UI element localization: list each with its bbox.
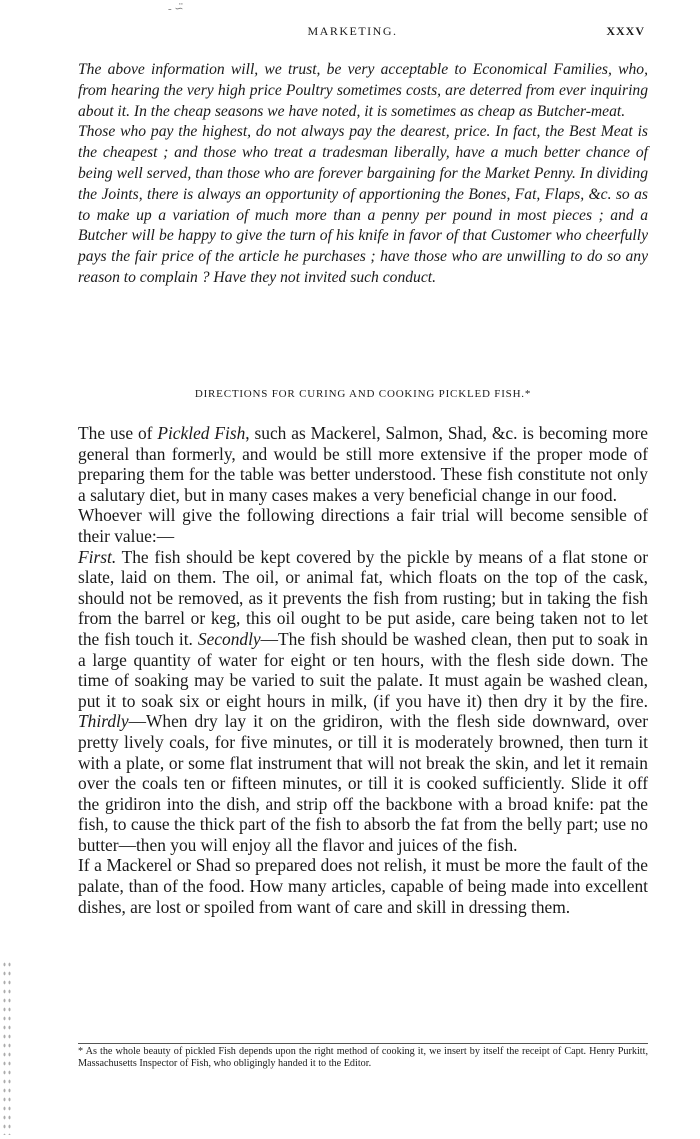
- step-second-text: —The fish should be washed clean, then put to soak in a large quantity of water for eight or ten hours, with the flesh side down. The time of soaking may be varied to suit the palate. It must again be washed clean, put it to soak six or eight hours in milk, (if you have it) then dry it by the fire.: [78, 628, 648, 711]
- footnote: * As the whole beauty of pickled Fish depends upon the right method of cooking it, we insert by itself the receipt of Capt. Henry Purkitt, Massachusetts Inspector of Fish, who obligingly handed it to the Editor.: [78, 1046, 648, 1070]
- first-emphasis: First.: [78, 546, 117, 567]
- intro-italic-block: [78, 60, 648, 289]
- scan-margin-speckle: [2, 960, 12, 1135]
- intro-paragraph-1: The above information will, we trust, be very acceptable to Economical Families, who, from hearing the very high price Poultry sometimes costs, are deterred from ever inquiring about it. In the cheap seasons we have noted, it is sometimes as cheap as Butcher-meat.: [78, 61, 648, 120]
- step-first-text: The fish should be kept covered by the pickle by means of a flat stone or slate, laid on them. The oil, or animal fat, which floats on the top of the cask, should not be removed, as it prevents the fish from rusting; but in taking the fish from the barrel or keg, this oil ought to be put aside, care being taken not to let the fish touch it.: [78, 546, 648, 649]
- section-body: [78, 423, 648, 917]
- body-paragraph-3: [78, 547, 648, 856]
- footnote-divider: [78, 1043, 648, 1044]
- body-paragraph-1: [78, 423, 648, 505]
- running-title: MARKETING.: [307, 24, 398, 38]
- body-paragraph-1-rest: , such as Mackerel, Salmon, Shad, &c. is becoming more general than formerly, and would be still more extensive if the proper mode of preparing them for the table was better understood. These fish constitute not only a salutary diet, but in many cases makes a very beneficial change in our food.: [78, 423, 649, 505]
- printer-stray-mark: - ∽̈: [168, 3, 184, 15]
- running-header: [60, 24, 645, 44]
- thirdly-emphasis: Thirdly: [78, 711, 129, 732]
- pickled-fish-emphasis: Pickled Fish: [157, 423, 246, 443]
- body-paragraph-1-start: The use of: [78, 423, 158, 443]
- secondly-emphasis: Secondly: [197, 628, 261, 649]
- body-paragraph-2: Whoever will give the following directions a fair trial will become sensible of their value:—: [78, 505, 648, 546]
- section-heading: DIRECTIONS FOR CURING AND COOKING PICKLED FISH.*: [194, 388, 532, 400]
- intro-paragraph-2: Those who pay the highest, do not always pay the dearest, price. In fact, the Best Meat is the cheapest ; and those who treat a tradesman liberally, have a much better chance of being well served, than those who are forever bargaining for the Market Penny. In dividing the Joints, there is always an opportunity of apportioning the Bones, Fat, Flaps, &c. so as to make up a variation of much more than a penny per pound in most pieces ; and a Butcher will be happy to give the turn of his knife in favor of that Customer who cheerfully pays the fair price of the article he purchases ; have those who are unwilling to do so any reason to complain ? Have they not invited such conduct.: [78, 123, 648, 286]
- page-number: XXXV: [606, 24, 645, 38]
- body-paragraph-4: If a Mackerel or Shad so prepared does not relish, it must be more the fault of the palate, than of the food. How many articles, capable of being made into excellent dishes, are lost or spoiled from want of care and skill in dressing them.: [78, 855, 648, 917]
- step-third-text: —When dry lay it on the gridiron, with the flesh side downward, over pretty lively coals, for five minutes, or till it is moderately browned, then turn it with a plate, or some flat instrument that will not break the skin, and let it remain over the coals ten or fifteen minutes, or till it is cooked sufficiently. Slide it off the gridiron into the dish, and strip off the backbone with a broad knife: pat the fish, to cause the thick part of the fish to absorb the fat from the belly part; use no butter—then you will enjoy all the flavor and juices of the fish.: [78, 711, 648, 855]
